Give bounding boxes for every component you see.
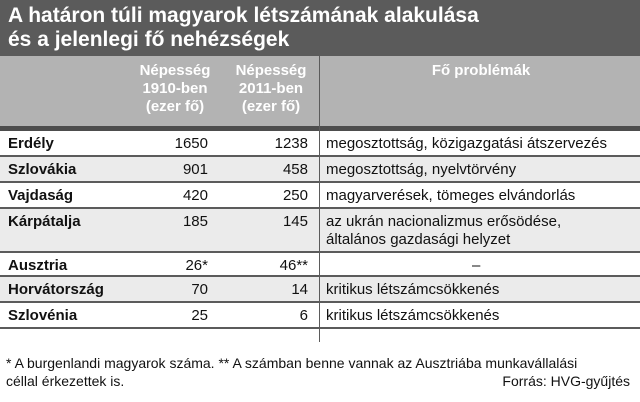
row-main-problem [326,281,638,299]
row-region-name: Ausztria [8,257,68,274]
problem-line: megosztottság, nyelvtörvény [326,161,517,178]
row-population-1910: 1650 [174,135,208,152]
table-row [0,277,640,303]
row-population-1910: 26* [185,257,208,274]
table-header [0,56,640,126]
table-row [0,209,640,253]
source-note: Forrás: HVG-gyűjtés [502,373,630,389]
row-main-problem [326,161,638,179]
row-population-1910: 70 [191,281,208,298]
row-population-2011: 14 [291,281,308,298]
header-main-problems: Fő problémák [431,62,531,79]
row-main-problem [326,213,638,249]
problem-line: megosztottság, közigazgatási átszervezés [326,135,607,152]
row-region-name: Vajdaság [8,187,74,204]
problem-line: magyarverések, tömeges elvándorlás [326,187,576,204]
table-row [0,253,640,277]
row-population-1910: 185 [182,213,208,230]
header-population-1910: Népesség 1910-ben (ezer fő) [139,62,211,115]
row-main-problem [326,307,638,325]
row-main-problem [326,187,638,205]
row-population-2011: 6 [299,307,308,324]
row-main-problem [326,135,638,153]
table-row [0,131,640,157]
problem-line: általános gazdasági helyzet [326,231,511,248]
row-population-2011: 46** [279,257,308,274]
row-population-1910: 901 [182,161,208,178]
table-row [0,303,640,329]
row-region-name: Szlovákia [8,161,77,178]
column-divider [319,56,320,342]
problem-line: az ukrán nacionalizmus erősödése, [326,213,562,230]
header-population-2011: Népesség 2011-ben (ezer fő) [235,62,307,115]
footnote [6,354,636,390]
row-region-name: Szlovénia [8,307,78,324]
row-population-2011: 458 [282,161,308,178]
row-population-2011: 145 [282,213,308,230]
row-population-1910: 25 [191,307,208,324]
row-region-name: Kárpátalja [8,213,81,230]
table-row [0,183,640,209]
table-title [0,0,640,56]
footnote-line-1: * A burgenlandi magyarok száma. ** A számban benne vannak az Ausztriába munkavállalási [6,355,578,371]
title-line-1: A határon túli magyarok létszámának alakulása [8,4,479,27]
problem-line: kritikus létszámcsökkenés [326,307,500,324]
table-row [0,157,640,183]
row-population-2011: 1238 [274,135,308,152]
problem-line: – [472,257,481,274]
problem-line: kritikus létszámcsökkenés [326,281,500,298]
row-population-1910: 420 [182,187,208,204]
title-line-2: és a jelenlegi fő nehézségek [8,28,290,51]
footnote-line-2: céllal érkezettek is. [6,373,125,389]
row-population-2011: 250 [282,187,308,204]
row-main-problem [326,257,638,275]
row-region-name: Horvátország [8,281,104,298]
row-region-name: Erdély [8,135,54,152]
table-body [0,131,640,329]
